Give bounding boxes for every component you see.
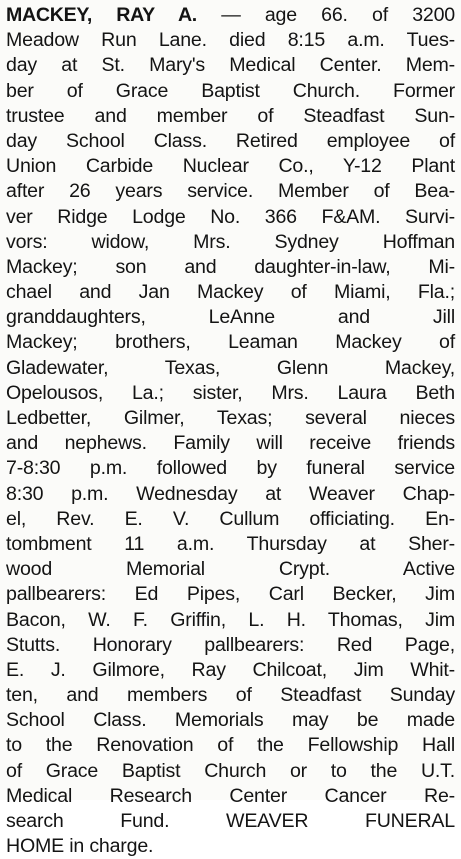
obituary-line: day at St. Mary's Medical Center. Mem-	[6, 54, 455, 77]
obituary-line: Mackey; brothers, Leaman Mackey of	[6, 331, 455, 354]
obituary-line: granddaughters, LeAnne and Jill	[6, 306, 455, 329]
obituary-line: 8:30 p.m. Wednesday at Weaver Chap-	[6, 482, 455, 505]
deceased-name: MACKEY, RAY A.	[6, 4, 197, 26]
obituary-line: Mackey; son and daughter-in-law, Mi-	[6, 255, 455, 278]
obituary-line: after 26 years service. Member of Bea-	[6, 180, 455, 203]
obituary-line: to the Renovation of the Fellowship Hall	[6, 734, 455, 757]
obituary-line-text: — age 66. of 3200	[196, 4, 456, 26]
obituary-line: chael and Jan Mackey of Miami, Fla.;	[6, 281, 455, 304]
obituary-line: 7-8:30 p.m. followed by funeral service	[6, 457, 455, 480]
obituary-line: day School Class. Retired employee of	[6, 129, 455, 152]
obituary-line: and nephews. Family will receive friends	[6, 432, 455, 455]
obituary-line: Union Carbide Nuclear Co., Y-12 Plant	[6, 155, 455, 178]
obituary-text	[6, 3, 455, 859]
obituary-line: School Class. Memorials may be made	[6, 709, 455, 732]
obituary-line: tombment 11 a.m. Thursday at Sher-	[6, 532, 455, 555]
obituary-line: E. J. Gilmore, Ray Chilcoat, Jim Whit-	[6, 658, 455, 681]
obituary-line: Opelousos, La.; sister, Mrs. Laura Beth	[6, 381, 455, 404]
obituary-line: ber of Grace Baptist Church. Former	[6, 79, 455, 102]
obituary-line: of Grace Baptist Church or to the U.T.	[6, 759, 455, 782]
obituary-line: HOME in charge.	[6, 835, 154, 858]
obituary-line	[6, 3, 455, 28]
obituary-line: Meadow Run Lane. died 8:15 a.m. Tues-	[6, 29, 455, 52]
obituary-line: trustee and member of Steadfast Sun-	[6, 104, 455, 127]
obituary-line: vors: widow, Mrs. Sydney Hoffman	[6, 230, 455, 253]
obituary-line: Bacon, W. F. Griffin, L. H. Thomas, Jim	[6, 608, 455, 631]
obituary-line: pallbearers: Ed Pipes, Carl Becker, Jim	[6, 583, 455, 606]
obituary-line: Medical Research Center Cancer Re-	[6, 784, 455, 807]
obituary-line: search Fund. WEAVER FUNERAL	[6, 810, 455, 832]
obituary-line: ver Ridge Lodge No. 366 F&AM. Survi-	[6, 205, 455, 228]
obituary-line: Ledbetter, Gilmer, Texas; several nieces	[6, 407, 455, 429]
obituary-line: el, Rev. E. V. Cullum officiating. En-	[6, 507, 455, 530]
obituary-line: Gladewater, Texas, Glenn Mackey,	[6, 356, 455, 379]
obituary-line: wood Memorial Crypt. Active	[6, 558, 455, 581]
obituary-line: ten, and members of Steadfast Sunday	[6, 684, 455, 707]
obituary-line: Stutts. Honorary pallbearers: Red Page,	[6, 633, 455, 656]
